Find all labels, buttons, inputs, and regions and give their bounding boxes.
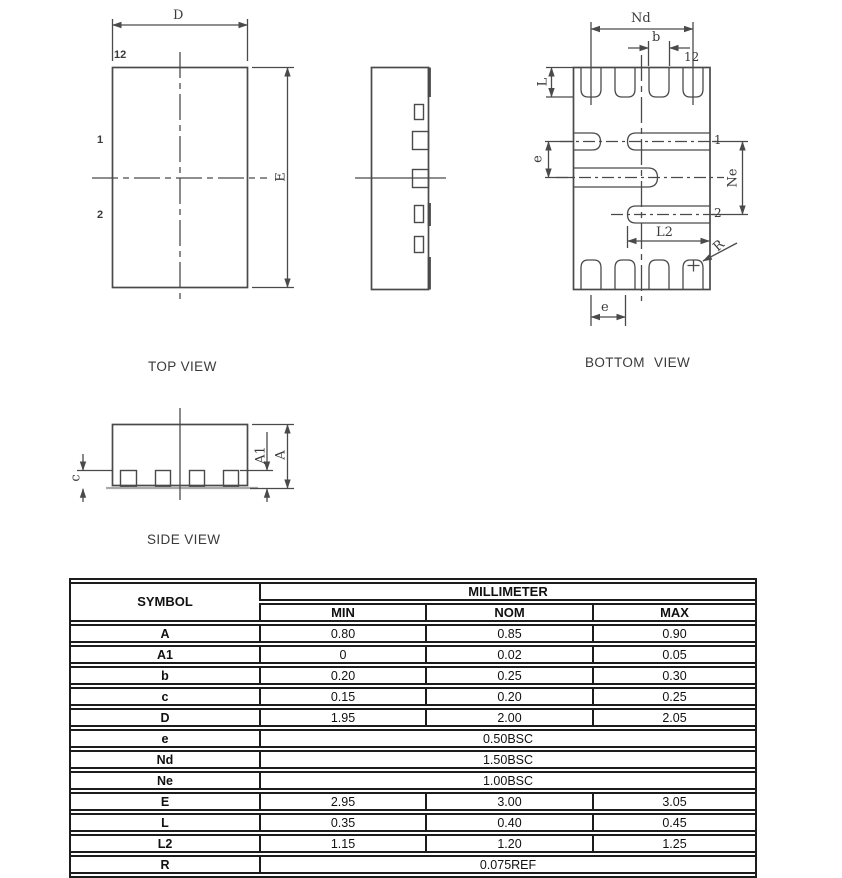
min-cell: 2.95 [259,792,425,811]
side-view-pin [156,471,171,487]
table-row [71,624,755,643]
nom-cell: 0.20 [425,687,592,706]
bottom-view-figure [545,22,748,326]
table-row [71,687,755,706]
pad-top-3 [649,68,669,98]
dimension-table [69,578,757,878]
min-cell: 0.20 [259,666,425,685]
span-value-cell: 0.075REF [259,855,755,874]
max-cell: 3.05 [592,792,755,811]
top-view-title: TOP VIEW [148,359,217,374]
pad-top-2 [615,68,635,98]
table-row [71,708,755,727]
table-row [71,792,755,811]
dim-label-c: c [68,474,84,482]
max-cell: 0.05 [592,645,755,664]
side-view-pin [190,471,205,487]
side-view-pin [224,471,239,487]
max-cell: 0.30 [592,666,755,685]
symbol-cell: E [71,792,259,811]
min-cell: 0.35 [259,813,425,832]
max-cell: 0.90 [592,624,755,643]
table-row [71,855,755,874]
bottom-view-title: BOTTOM VIEW [585,355,691,370]
symbol-cell: Nd [71,750,259,769]
dim-label-e-left: e [530,155,546,163]
symbol-cell: Ne [71,771,259,790]
dim-label-e: E [273,172,289,182]
dim-label-b: b [652,30,661,45]
min-cell: 1.95 [259,708,425,727]
front-view-pin-bump [415,237,424,253]
pad-bottom-3 [649,260,669,290]
dim-label-l: L [535,77,551,87]
min-header-cell: MIN [259,603,425,622]
dim-label-r: R [710,237,728,255]
max-cell: 0.45 [592,813,755,832]
span-value-cell: 1.50BSC [259,750,755,769]
nom-cell: 0.85 [425,624,592,643]
nom-cell: 1.20 [425,834,592,853]
min-cell: 0.15 [259,687,425,706]
top-view-pin-2-label: 2 [97,209,104,221]
dim-label-a: A [273,450,289,460]
max-cell: 0.25 [592,687,755,706]
symbol-cell: L2 [71,834,259,853]
table-row [71,813,755,832]
top-view-pin-1-label: 1 [97,134,104,146]
dim-label-nd: Nd [631,11,651,26]
nom-cell: 3.00 [425,792,592,811]
front-view-pin-bump [415,105,424,120]
max-cell: 2.05 [592,708,755,727]
dim-label-d: D [173,8,184,23]
min-cell: 1.15 [259,834,425,853]
side-view-pin [121,471,137,487]
max-header-cell: MAX [592,603,755,622]
symbol-cell: c [71,687,259,706]
nom-cell: 0.40 [425,813,592,832]
symbol-cell: R [71,855,259,874]
pad-bottom-2 [615,260,635,290]
front-view-figure [355,68,446,290]
nom-header-cell: NOM [425,603,592,622]
table-row [71,834,755,853]
unit-header-cell: MILLIMETER [259,582,755,601]
table-header-row-1 [71,582,755,601]
span-value-cell: 0.50BSC [259,729,755,748]
dim-label-e-bottom: e [601,300,609,315]
bottom-view-pin-12-label: 12 [684,50,700,64]
table-row [71,645,755,664]
span-value-cell: 1.00BSC [259,771,755,790]
front-view-pin-bump [415,206,424,223]
top-view-pin-12-label: 12 [114,49,127,61]
nom-cell: 0.02 [425,645,592,664]
table-row [71,750,755,769]
side-view-title: SIDE VIEW [147,532,221,547]
bottom-view-pin-2-label: 2 [714,206,722,220]
table-row [71,729,755,748]
symbol-cell: A [71,624,259,643]
dim-e-left-extension-lines [545,142,573,178]
symbol-header-cell: SYMBOL [71,582,259,622]
min-cell: 0 [259,645,425,664]
min-cell: 0.80 [259,624,425,643]
symbol-cell: e [71,729,259,748]
top-view-figure [92,19,294,302]
symbol-cell: D [71,708,259,727]
symbol-cell: L [71,813,259,832]
table-row [71,771,755,790]
dim-label-a1: A1 [253,446,269,464]
front-view-pin-bump [413,132,429,150]
pad-center-cross [688,260,700,272]
max-cell: 1.25 [592,834,755,853]
nom-cell: 0.25 [425,666,592,685]
symbol-cell: A1 [71,645,259,664]
bottom-view-pin-1-label: 1 [714,133,722,147]
pad-bottom-1 [581,260,601,290]
symbol-cell: b [71,666,259,685]
dim-label-l2: L2 [656,225,673,240]
dim-label-ne: Ne [725,168,741,188]
nom-cell: 2.00 [425,708,592,727]
table-row [71,666,755,685]
